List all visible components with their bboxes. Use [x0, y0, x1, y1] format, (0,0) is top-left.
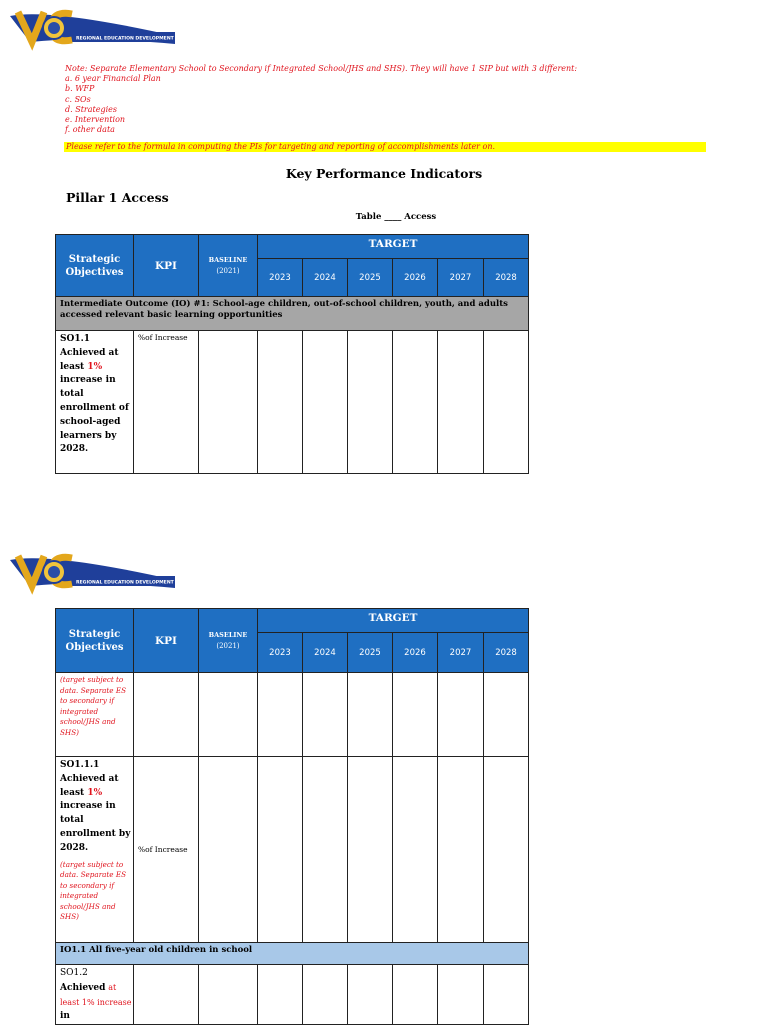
so-text-post: increase in total enrollment by 2028. — [60, 801, 131, 853]
target-cell — [258, 331, 303, 474]
baseline-cell — [199, 673, 258, 757]
target-cell — [258, 673, 303, 757]
baseline-cell — [199, 965, 258, 1025]
target-cell — [348, 331, 393, 474]
so-note: (target subject to data. Separate ES to secondary if integrated school/JHS and SHS) — [60, 859, 127, 922]
so-text-pre: Achieved at least — [60, 773, 119, 798]
target-cell — [438, 331, 484, 474]
header-year: 2027 — [438, 633, 484, 673]
target-cell — [438, 673, 484, 757]
note-line: Note: Separate Elementary School to Secondary if Integrated School/JHS and SHS). They will have 1 SIP but with 3 different: — [65, 64, 578, 73]
target-cell — [484, 673, 529, 757]
header-year: 2025 — [348, 259, 393, 297]
logo-text: REGIONAL EDUCATION DEVELOPMENT PLAN — [76, 580, 190, 586]
header-year: 2026 — [393, 259, 438, 297]
target-cell — [348, 757, 393, 943]
kpi-cell: %of Increase — [134, 757, 199, 943]
header-year: 2026 — [393, 633, 438, 673]
target-cell — [393, 331, 438, 474]
target-cell — [438, 757, 484, 943]
so-code: SO1.1.1 — [60, 760, 100, 770]
so-percent: 1% — [87, 361, 103, 372]
target-cell — [393, 673, 438, 757]
header-baseline — [199, 235, 258, 297]
target-cell — [348, 673, 393, 757]
logo — [10, 550, 190, 592]
header-year: 2028 — [484, 259, 529, 297]
header-kpi: KPI — [134, 609, 199, 673]
so-text-pre: Achieved — [60, 982, 106, 993]
kpi-cell — [134, 965, 199, 1025]
so-percent: 1% — [87, 787, 103, 798]
so-text-pre: Achieved at least — [60, 347, 119, 372]
header-target: TARGET — [258, 235, 529, 259]
note-line: c. SOs — [65, 94, 91, 104]
header-year: 2024 — [303, 633, 348, 673]
kpi-cell: %of Increase — [134, 331, 199, 474]
target-cell — [484, 331, 529, 474]
target-cell — [484, 757, 529, 943]
so-code: SO1.2 — [60, 968, 88, 978]
note-line: b. WFP — [65, 84, 95, 94]
header-year: 2024 — [303, 259, 348, 297]
header-strategic-objectives: Strategic Objectives — [56, 235, 134, 297]
baseline-label: BASELINE — [208, 255, 248, 264]
page-title: Key Performance Indicators — [285, 166, 483, 181]
target-cell — [303, 331, 348, 474]
note-line: e. Intervention — [65, 115, 126, 125]
target-cell — [393, 757, 438, 943]
so-text-post: in — [60, 1011, 70, 1022]
target-cell — [303, 757, 348, 943]
pillar-heading: Pillar 1 Access — [66, 190, 169, 205]
target-cell — [438, 965, 484, 1025]
note-line: f. other data — [65, 125, 115, 135]
logo — [10, 6, 190, 48]
kpi-table-1 — [55, 234, 529, 474]
so-cell — [56, 331, 134, 474]
header-year: 2027 — [438, 259, 484, 297]
note-block — [65, 64, 715, 135]
baseline-cell — [199, 331, 258, 474]
so-cell — [56, 757, 134, 943]
header-kpi: KPI — [134, 235, 199, 297]
formula-note: Please refer to the formula in computing the PIs for targeting and reporting of accomplishments later on. — [64, 142, 706, 152]
header-baseline — [199, 609, 258, 673]
so-note-cell: (target subject to data. Separate ES to secondary if integrated school/JHS and SHS) — [56, 673, 134, 757]
target-cell — [484, 965, 529, 1025]
so-cell — [56, 965, 134, 1025]
target-cell — [258, 965, 303, 1025]
header-target: TARGET — [258, 609, 529, 633]
note-line: a. 6 year Financial Plan — [65, 74, 161, 84]
kpi-cell — [134, 673, 199, 757]
baseline-year: (2021) — [216, 641, 240, 650]
logo-text: REGIONAL EDUCATION DEVELOPMENT PLAN — [76, 36, 190, 42]
header-year: 2025 — [348, 633, 393, 673]
target-cell — [393, 965, 438, 1025]
header-year: 2023 — [258, 633, 303, 673]
baseline-year: (2021) — [216, 266, 240, 275]
note-line: d. Strategies — [65, 104, 117, 114]
header-year: 2023 — [258, 259, 303, 297]
target-cell — [258, 757, 303, 943]
so-code: SO1.1 — [60, 334, 90, 344]
so-text-post: increase in total enrollment of school-aged learners by 2028. — [60, 375, 129, 455]
target-cell — [348, 965, 393, 1025]
target-cell — [303, 673, 348, 757]
io-row: IO1.1 All five-year old children in school — [56, 943, 529, 965]
kpi-table-2 — [55, 608, 529, 1025]
header-strategic-objectives: Strategic Objectives — [56, 609, 134, 673]
baseline-cell — [199, 757, 258, 943]
so-red-text: at least 1% increase — [60, 982, 132, 1007]
header-year: 2028 — [484, 633, 529, 673]
baseline-label: BASELINE — [208, 630, 248, 639]
target-cell — [303, 965, 348, 1025]
table-caption: Table ____ Access — [355, 212, 437, 222]
intermediate-outcome-row: Intermediate Outcome (IO) #1: School-age children, out-of-school children, youth, and adults accessed relevant basic learning opportunities — [56, 297, 529, 331]
